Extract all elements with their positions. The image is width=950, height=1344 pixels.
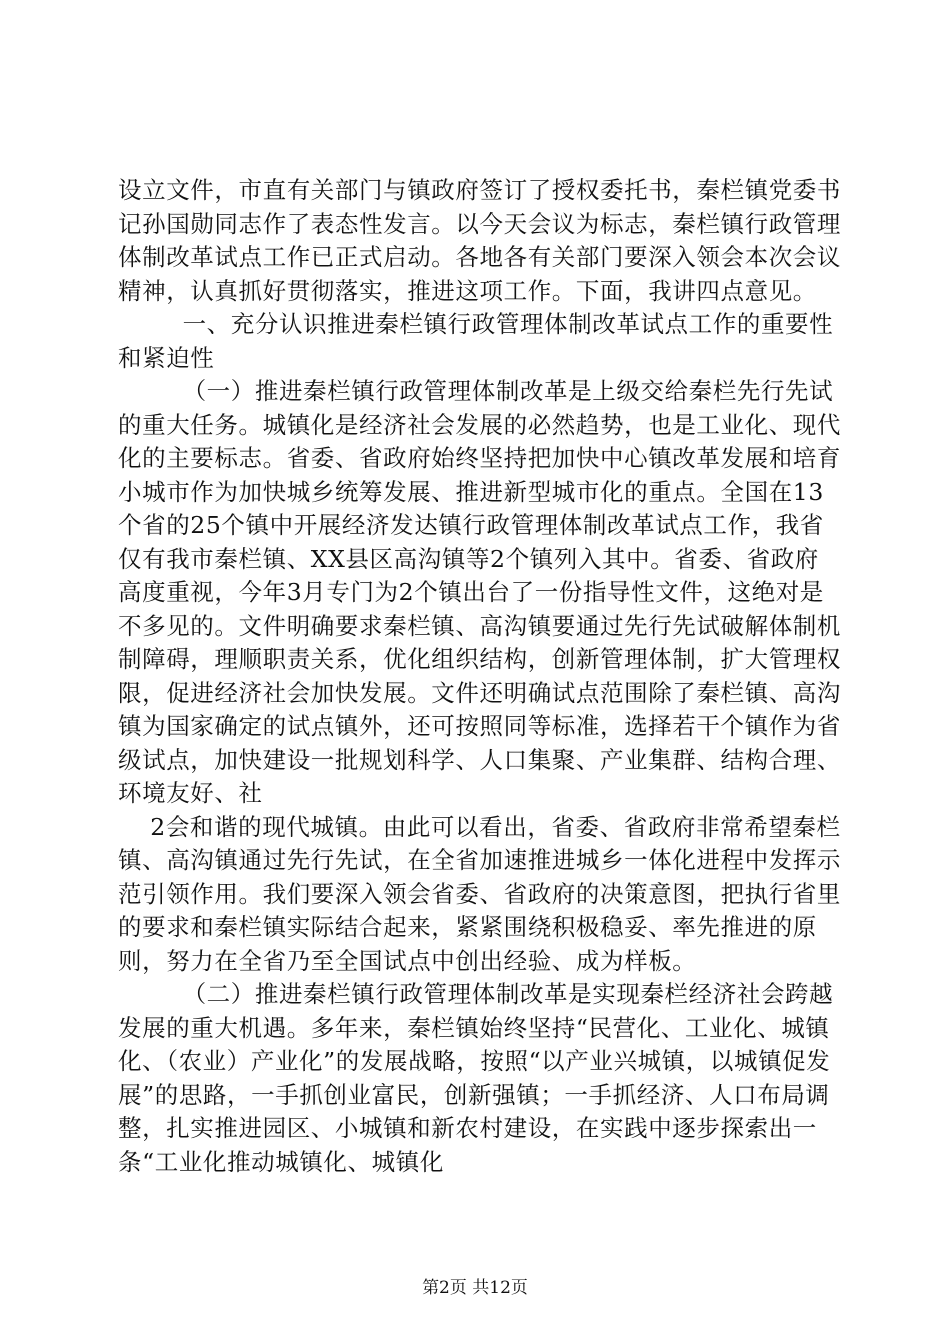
paragraph: （一）推进秦栏镇行政管理体制改革是上级交给秦栏先行先试的重大任务。城镇化是经济社会发展的必然趋势，也是工业化、现代化的主要标志。省委、省政府始终坚持把加快中心镇改革发展和培育小城市作为加快城乡统筹发展、推进新型城市化的重点。全国在13个省的25个镇中开展经济发达镇行政管理体制改革试点工作，我省仅有我市秦栏镇、XX县区高沟镇等2个镇列入其中。省委、省政府高度重视，今年3月专门为2个镇出台了一份指导性文件，这绝对是不多见的。文件明确要求秦栏镇、高沟镇要通过先行先试破解体制机制障碍，理顺职责关系，优化组织结构，创新管理体制，扩大管理权限，促进经济社会加快发展。文件还明确试点范围除了秦栏镇、高沟镇为国家确定的试点镇外，还可按照同等标准，选择若干个镇作为省级试点，加快建设一批规划科学、人口集聚、产业集群、结构合理、环境友好、社 [118, 377, 841, 807]
paragraph: （二）推进秦栏镇行政管理体制改革是实现秦栏经济社会跨越发展的重大机遇。多年来，秦栏镇始终坚持“民营化、工业化、城镇化、（农业）产业化”的发展战略，按照“以产业兴城镇，以城镇促发展”的思路，一手抓创业富民，创新强镇；一手抓经济、人口布局调整，扎实推进园区、小城镇和新农村建设，在实践中逐步探索出一条“工业化推动城镇化、城镇化 [118, 980, 834, 1176]
document-body [118, 174, 842, 1179]
page-number-footer: 第2页 共12页 [422, 1278, 528, 1298]
paragraph: 2会和谐的现代城镇。由此可以看出，省委、省政府非常希望秦栏镇、高沟镇通过先行先试，在全省加速推进城乡一体化进程中发挥示范引领作用。我们要深入领会省委、省政府的决策意图，把执行省里的要求和秦栏镇实际结合起来，紧紧围绕积极稳妥、率先推进的原则，努力在全省乃至全国试点中创出经验、成为样板。 [118, 812, 841, 975]
section-heading: 一、充分认识推进秦栏镇行政管理体制改革试点工作的重要性和紧迫性 [118, 310, 834, 372]
paragraph: 设立文件，市直有关部门与镇政府签订了授权委托书，秦栏镇党委书记孙国勋同志作了表态性发言。以今天会议为标志，秦栏镇行政管理体制改革试点工作已正式启动。各地各有关部门要深入领会本次会议精神，认真抓好贯彻落实，推进这项工作。下面，我讲四点意见。 [118, 176, 841, 305]
